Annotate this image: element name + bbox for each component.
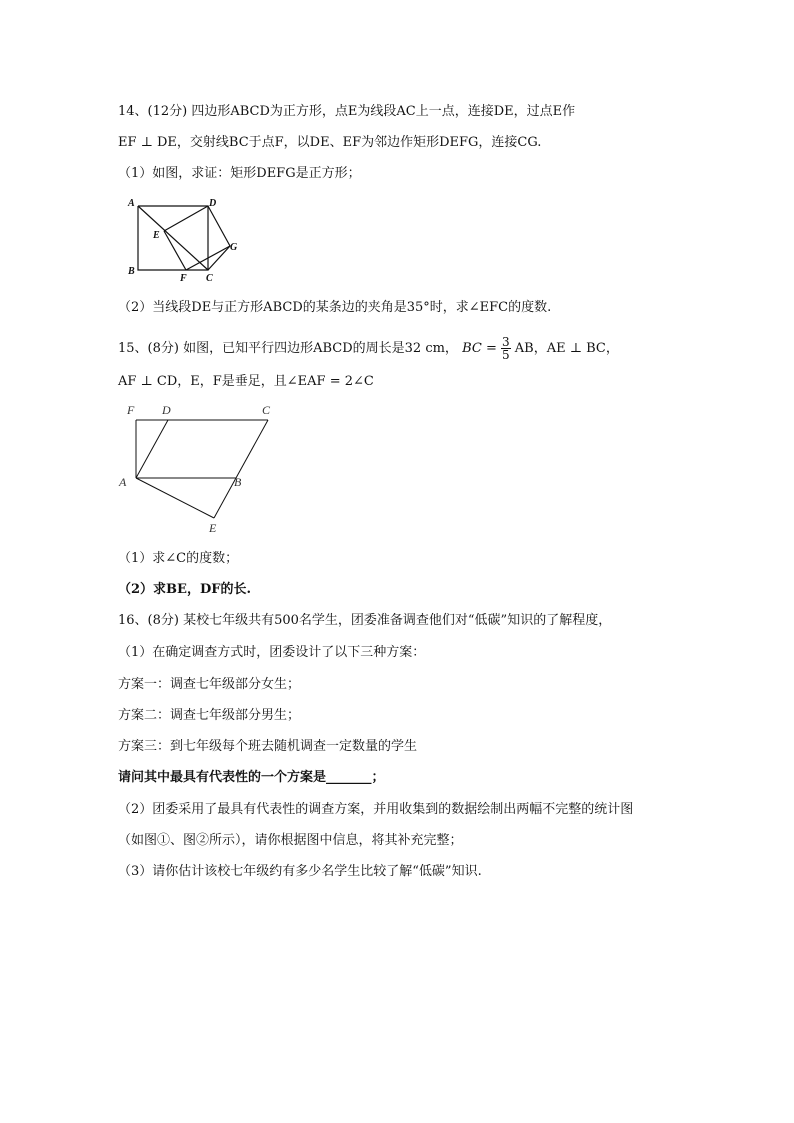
q14-label-a: A xyxy=(128,198,135,209)
q15-fraction xyxy=(501,336,511,361)
q15-label-f: F xyxy=(127,403,135,417)
q14-label-e: E xyxy=(153,230,160,241)
q14-line1: 14、(12分) 四边形ABCD为正方形，点E为线段AC上一点，连接DE，过点E作 xyxy=(118,104,576,119)
q14-part2: （2）当线段DE与正方形ABCD的某条边的夹角是35°时，求∠EFC的度数. xyxy=(118,300,552,315)
q15-frac-num: 3 xyxy=(502,335,510,349)
q16-plan1: 方案一：调查七年级部分女生； xyxy=(118,677,301,692)
q15-line1 xyxy=(118,336,619,361)
q15-parallelogram-figure xyxy=(116,400,286,538)
q16-plan2: 方案二：调查七年级部分男生； xyxy=(118,708,301,723)
q16-ask: 请问其中最具有代表性的一个方案是_______； xyxy=(118,770,385,785)
q16-part2a: （2）团委采用了最具有代表性的调查方案，并用收集到的数据绘制出两幅不完整的统计图 xyxy=(118,802,634,817)
q15-line2: AF ⊥ CD，E，F是垂足，且∠EAF = 2∠C xyxy=(118,374,374,389)
q14-part1: （1）如图，求证：矩形DEFG是正方形； xyxy=(118,166,361,181)
q16-part3: （3）请你估计该校七年级约有多少名学生比较了解“低碳”知识. xyxy=(118,864,482,879)
q14-label-c: C xyxy=(206,273,213,284)
q16-plan3: 方案三：到七年级每个班去随机调查一定数量的学生 xyxy=(118,739,418,754)
q15-label-a: A xyxy=(119,475,127,489)
q14-line2: EF ⊥ DE，交射线BC于点F，以DE、EF为邻边作矩形DEFG，连接CG. xyxy=(118,135,542,150)
q15-intro: 15、(8分) 如图，已知平行四边形ABCD的周长是32 cm， xyxy=(118,341,458,356)
q15-frac-den: 5 xyxy=(502,348,510,362)
q15-label-c: C xyxy=(262,403,271,417)
q14-square-figure xyxy=(124,194,254,284)
q15-label-e: E xyxy=(209,521,217,535)
q14-label-d: D xyxy=(209,198,217,209)
q14-label-f: F xyxy=(180,273,187,284)
q14-label-g: G xyxy=(230,242,238,253)
q15-part2: （2）求BE，DF的长. xyxy=(118,582,251,597)
q16-line1: 16、(8分) 某校七年级共有500名学生，团委准备调查他们对“低碳”知识的了解程度， xyxy=(118,613,612,628)
q14-label-b: B xyxy=(128,266,135,277)
q16-part2b: （如图①、图②所示），请你根据图中信息，将其补充完整； xyxy=(118,833,463,848)
q15-label-d: D xyxy=(162,403,171,417)
q16-part1: （1）在确定调查方式时，团委设计了以下三种方案： xyxy=(118,645,426,660)
q15-part1: （1）求∠C的度数； xyxy=(118,551,239,566)
q15-bc-eq: BC = xyxy=(462,341,497,356)
q15-bc-post: AB，AE ⊥ BC， xyxy=(514,341,619,356)
q15-label-b: B xyxy=(234,475,242,489)
